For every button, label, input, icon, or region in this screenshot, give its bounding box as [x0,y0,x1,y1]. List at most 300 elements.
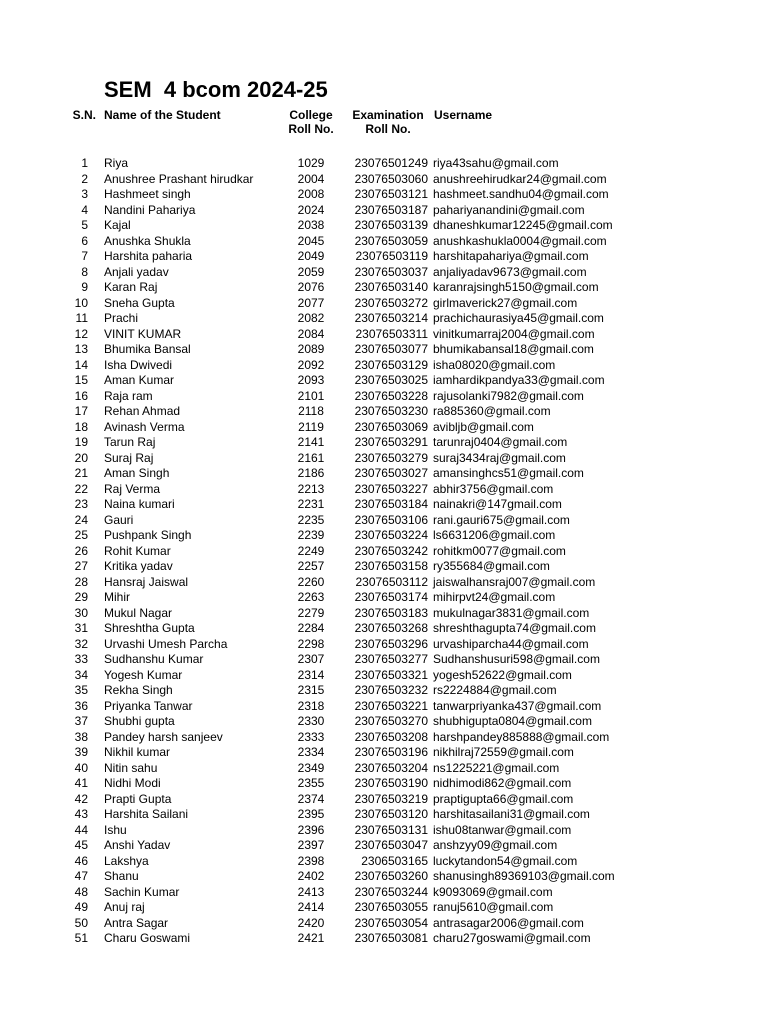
student-name-cell: Riya [104,156,129,170]
header-sn: S.N. [72,108,96,122]
username-cell: ls6631206@gmail.com [433,528,556,542]
college-roll-cell: 2314 [297,667,325,682]
college-roll-cell: 2374 [297,791,325,806]
exam-roll-cell: 23076503242 [354,543,428,558]
student-name-cell: Raj Verma [104,481,161,496]
username-cell: harshitasailani31@gmail.com [433,807,590,821]
username-cell: girlmaverick27@gmail.com [433,295,578,310]
username-cell: shubhigupta0804@gmail.com [433,714,592,728]
exam-roll-cell: 23076503219 [354,791,428,806]
student-name-cell: Yogesh Kumar [104,667,183,682]
student-name-cell: Avinash Verma [104,419,185,434]
username-cell: anushkashukla0004@gmail.com [433,233,607,248]
username-cell: pahariyanandini@gmail.com [433,202,585,217]
exam-roll-cell: 23076503131 [354,822,428,837]
table-row [0,544,768,560]
exam-roll-cell: 23076503228 [354,388,428,403]
username-cell: luckytandon54@gmail.com [433,853,578,868]
username-cell: praptigupta66@gmail.com [433,791,574,806]
exam-roll-cell: 23076503224 [354,528,428,542]
table-row [0,234,768,250]
serial-number-cell: 47 [74,869,88,883]
student-name-cell: Antra Sagar [104,915,169,930]
serial-number-cell: 16 [74,388,88,403]
student-name-cell: Kritika yadav [104,559,173,573]
student-name-cell: Anushka Shukla [104,233,191,248]
table-row [0,156,768,172]
exam-roll-cell: 23076503204 [354,760,428,775]
serial-number-cell: 9 [81,280,88,294]
college-roll-cell: 2235 [297,512,325,527]
table-row [0,792,768,808]
exam-roll-cell: 23076503174 [354,590,428,604]
serial-number-cell: 34 [74,667,88,682]
table-row [0,869,768,885]
table-row [0,916,768,932]
username-cell: nainakri@147gmail.com [433,497,562,511]
username-cell: urvashiparcha44@gmail.com [433,636,589,651]
serial-number-cell: 40 [74,760,88,775]
student-name-cell: Anshi Yadav [104,838,171,852]
serial-number-cell: 10 [74,295,88,310]
exam-roll-cell: 23076503060 [354,171,428,186]
student-name-cell: Isha Dwivedi [104,357,173,372]
college-roll-cell: 2402 [297,869,325,883]
serial-number-cell: 30 [74,605,88,620]
college-roll-cell: 2413 [297,884,325,899]
username-cell: nikhilraj72559@gmail.com [433,745,574,759]
serial-number-cell: 46 [74,853,88,868]
serial-number-cell: 5 [81,218,88,232]
table-row [0,652,768,668]
serial-number-cell: 44 [74,822,88,837]
exam-roll-cell: 2306503165 [361,853,428,868]
table-row [0,699,768,715]
college-roll-cell: 2076 [297,280,325,294]
student-name-cell: Priyanka Tanwar [104,698,193,713]
student-name-cell: Hashmeet singh [104,187,191,201]
serial-number-cell: 36 [74,698,88,713]
table-row [0,885,768,901]
table-row [0,854,768,870]
table-row [0,559,768,575]
student-name-cell: Tarun Raj [104,435,156,449]
header-exam-roll: Examination Roll No. [352,108,424,136]
student-name-cell: Shubhi gupta [104,714,175,728]
student-name-cell: Nitin sahu [104,760,158,775]
username-cell: ra885360@gmail.com [433,404,551,418]
serial-number-cell: 33 [74,652,88,666]
college-roll-cell: 2141 [297,435,325,449]
exam-roll-cell: 23076503268 [354,621,428,635]
serial-number-cell: 45 [74,838,88,852]
exam-roll-cell: 23076503077 [354,342,428,356]
table-row [0,265,768,281]
college-roll-cell: 2298 [297,636,325,651]
table-row [0,683,768,699]
username-cell: nidhimodi862@gmail.com [433,776,572,790]
serial-number-cell: 39 [74,745,88,759]
serial-number-cell: 22 [74,481,88,496]
college-roll-cell: 2395 [297,807,325,821]
serial-number-cell: 48 [74,884,88,899]
student-name-cell: Anushree Prashant hirudkar [104,171,254,186]
serial-number-cell: 50 [74,915,88,930]
college-roll-cell: 2318 [297,698,325,713]
exam-roll-cell: 23076501249 [354,156,428,170]
table-row [0,730,768,746]
exam-roll-cell: 23076503221 [354,698,428,713]
college-roll-cell: 2089 [297,342,325,356]
college-roll-cell: 2084 [297,326,325,341]
table-row [0,621,768,637]
table-row [0,900,768,916]
exam-roll-cell: 23076503047 [354,838,428,852]
table-row [0,714,768,730]
serial-number-cell: 18 [74,419,88,434]
college-roll-cell: 2333 [297,729,325,744]
exam-roll-cell: 23076503184 [354,497,428,511]
table-row [0,513,768,529]
table-row [0,342,768,358]
student-name-cell: Naina kumari [104,497,175,511]
serial-number-cell: 29 [74,590,88,604]
username-cell: prachichaurasiya45@gmail.com [433,311,604,325]
college-roll-cell: 2045 [297,233,325,248]
college-roll-cell: 2420 [297,915,325,930]
exam-roll-cell: 23076503112 [355,574,428,589]
serial-number-cell: 49 [74,900,88,914]
college-roll-cell: 2330 [297,714,325,728]
username-cell: karanrajsingh5150@gmail.com [433,280,599,294]
student-name-cell: Pushpank Singh [104,528,192,542]
student-name-cell: Shanu [104,869,139,883]
student-name-cell: Lakshya [104,853,149,868]
serial-number-cell: 2 [81,171,88,186]
header-username: Username [434,108,493,122]
username-cell: abhir3756@gmail.com [433,481,554,496]
table-row [0,823,768,839]
college-roll-cell: 2186 [297,466,325,480]
college-roll-cell: 2059 [297,264,325,279]
serial-number-cell: 32 [74,636,88,651]
student-name-cell: Sudhanshu Kumar [104,652,204,666]
student-name-cell: Harshita paharia [104,249,193,263]
college-roll-cell: 2398 [297,853,325,868]
student-name-cell: Anjali yadav [104,264,169,279]
exam-roll-cell: 23076503120 [354,807,428,821]
student-name-cell: Rehan Ahmad [104,404,181,418]
college-roll-cell: 2077 [297,295,325,310]
page-title: SEM 4 bcom 2024-25 [104,77,328,102]
college-roll-cell: 2355 [297,776,325,790]
exam-roll-cell: 23076503037 [354,264,428,279]
username-cell: rohitkm0077@gmail.com [433,543,566,558]
table-row [0,482,768,498]
exam-roll-cell: 23076503139 [354,218,428,232]
username-cell: tarunraj0404@gmail.com [433,435,568,449]
exam-roll-cell: 23076503208 [354,729,428,744]
serial-number-cell: 15 [74,373,88,387]
college-roll-cell: 2349 [297,760,325,775]
exam-roll-cell: 23076503140 [354,280,428,294]
table-row [0,575,768,591]
exam-roll-cell: 23076503027 [354,466,428,480]
college-roll-cell: 2101 [297,388,325,403]
student-name-cell: Mukul Nagar [104,605,173,620]
college-roll-cell: 2396 [297,822,325,837]
username-cell: shreshthagupta74@gmail.com [433,621,596,635]
exam-roll-cell: 23076503260 [354,869,428,883]
table-row [0,389,768,405]
student-name-cell: Rekha Singh [104,683,173,697]
college-roll-cell: 2008 [297,187,325,201]
student-name-cell: Aman Kumar [104,373,175,387]
student-name-cell: Urvashi Umesh Parcha [104,636,228,651]
exam-roll-cell: 23076503230 [354,404,428,418]
college-roll-cell: 2257 [297,559,325,573]
student-name-cell: Anuj raj [104,900,145,914]
exam-roll-cell: 23076503296 [354,636,428,651]
exam-roll-cell: 23076503025 [354,373,428,387]
serial-number-cell: 27 [74,559,88,573]
college-roll-cell: 2315 [297,683,325,697]
student-name-cell: Bhumika Bansal [104,342,191,356]
table-row [0,327,768,343]
header-college-roll: College Roll No. [288,108,334,136]
college-roll-cell: 2231 [297,497,325,511]
table-row [0,497,768,513]
college-roll-cell: 2279 [297,605,325,620]
username-cell: tanwarpriyanka437@gmail.com [433,698,602,713]
college-roll-cell: 2249 [297,543,325,558]
table-row [0,404,768,420]
username-cell: bhumikabansal18@gmail.com [433,342,594,356]
exam-roll-cell: 23076503232 [354,683,428,697]
table-row [0,637,768,653]
username-cell: ns1225221@gmail.com [433,760,560,775]
exam-roll-cell: 23076503277 [354,652,428,666]
serial-number-cell: 24 [74,512,88,527]
college-roll-cell: 2093 [297,373,325,387]
college-roll-cell: 2004 [297,171,325,186]
serial-number-cell: 43 [74,807,88,821]
serial-number-cell: 19 [74,435,88,449]
username-cell: anjaliyadav9673@gmail.com [433,264,587,279]
exam-roll-cell: 23076503158 [354,559,428,573]
exam-roll-cell: 23076503059 [354,233,428,248]
exam-roll-cell: 23076503106 [354,512,428,527]
table-row [0,590,768,606]
college-roll-cell: 2284 [297,621,325,635]
username-cell: yogesh52622@gmail.com [433,667,572,682]
exam-roll-cell: 23076503214 [354,311,428,325]
exam-roll-cell: 23076503119 [355,249,428,263]
username-cell: suraj3434raj@gmail.com [433,450,566,465]
college-roll-cell: 2414 [297,900,325,914]
student-name-cell: Ishu [104,822,127,837]
exam-roll-cell: 23076503270 [354,714,428,728]
college-roll-cell: 2260 [297,574,325,589]
student-name-cell: Pandey harsh sanjeev [104,729,223,744]
college-roll-cell: 2421 [297,931,325,945]
college-roll-cell: 2024 [297,202,325,217]
student-name-cell: Karan Raj [104,280,158,294]
username-cell: iamhardikpandya33@gmail.com [433,373,605,387]
username-cell: rani.gauri675@gmail.com [433,512,570,527]
table-row [0,280,768,296]
table-row [0,838,768,854]
college-roll-cell: 2049 [297,249,325,263]
username-cell: shanusingh89369103@gmail.com [433,869,615,883]
college-roll-cell: 1029 [297,156,325,170]
serial-number-cell: 4 [81,202,88,217]
table-row [0,807,768,823]
student-name-cell: Raja ram [104,388,153,403]
exam-roll-cell: 23076503081 [354,931,428,945]
username-cell: dhaneshkumar12245@gmail.com [433,218,613,232]
college-roll-cell: 2118 [298,404,324,418]
table-row [0,606,768,622]
table-row [0,528,768,544]
username-cell: mukulnagar3831@gmail.com [433,605,590,620]
serial-number-cell: 12 [74,326,88,341]
serial-number-cell: 7 [81,249,88,263]
table-row [0,931,768,947]
username-cell: rajusolanki7982@gmail.com [433,388,584,403]
table-row [0,311,768,327]
username-cell: jaiswalhansraj007@gmail.com [433,574,596,589]
serial-number-cell: 42 [74,791,88,806]
table-row [0,172,768,188]
serial-number-cell: 25 [74,528,88,542]
student-name-cell: Aman Singh [104,466,170,480]
username-cell: anushreehirudkar24@gmail.com [433,171,607,186]
student-name-cell: Prachi [104,311,139,325]
table-row [0,218,768,234]
student-name-cell: Charu Goswami [104,931,191,945]
college-roll-cell: 2119 [298,419,324,434]
username-cell: rs2224884@gmail.com [433,683,557,697]
student-name-cell: Suraj Raj [104,450,154,465]
username-cell: amansinghcs51@gmail.com [433,466,584,480]
student-name-cell: Prapti Gupta [104,791,172,806]
username-cell: anshzyy09@gmail.com [433,838,558,852]
serial-number-cell: 35 [74,683,88,697]
exam-roll-cell: 23076503190 [354,776,428,790]
table-row [0,745,768,761]
serial-number-cell: 38 [74,729,88,744]
serial-number-cell: 1 [81,156,88,170]
student-name-cell: Kajal [104,218,131,232]
serial-number-cell: 31 [74,621,88,635]
college-roll-cell: 2038 [297,218,325,232]
exam-roll-cell: 23076503196 [354,745,428,759]
exam-roll-cell: 23076503129 [354,357,428,372]
college-roll-cell: 2263 [297,590,325,604]
serial-number-cell: 20 [74,450,88,465]
exam-roll-cell: 23076503311 [355,326,428,341]
username-cell: charu27goswami@gmail.com [433,931,591,945]
exam-roll-cell: 23076503227 [354,481,428,496]
exam-roll-cell: 23076503069 [354,419,428,434]
serial-number-cell: 6 [81,233,88,248]
exam-roll-cell: 23076503321 [354,667,428,682]
serial-number-cell: 8 [81,264,88,279]
header-name: Name of the Student [104,108,221,122]
student-name-cell: Harshita Sailani [104,807,189,821]
college-roll-cell: 2239 [297,528,325,542]
table-row [0,358,768,374]
serial-number-cell: 37 [74,714,88,728]
username-cell: vinitkumarraj2004@gmail.com [433,326,595,341]
serial-number-cell: 26 [74,543,88,558]
college-roll-cell: 2092 [297,357,325,372]
college-roll-cell: 2161 [297,450,325,465]
serial-number-cell: 11 [75,311,88,325]
college-roll-cell: 2307 [297,652,325,666]
table-row [0,296,768,312]
exam-roll-cell: 23076503055 [354,900,428,914]
student-name-cell: Nidhi Modi [104,776,161,790]
student-name-cell: Sachin Kumar [104,884,180,899]
serial-number-cell: 28 [74,574,88,589]
username-cell: mihirpvt24@gmail.com [433,590,556,604]
serial-number-cell: 17 [74,404,88,418]
serial-number-cell: 3 [81,187,88,201]
table-row [0,249,768,265]
username-cell: avibljb@gmail.com [433,419,534,434]
student-name-cell: Mihir [104,590,130,604]
student-name-cell: Hansraj Jaiswal [104,574,189,589]
exam-roll-cell: 23076503272 [354,295,428,310]
table-row [0,776,768,792]
serial-number-cell: 14 [74,357,88,372]
username-cell: ranuj5610@gmail.com [433,900,554,914]
exam-roll-cell: 23076503291 [354,435,428,449]
table-row [0,187,768,203]
student-name-cell: Sneha Gupta [104,295,175,310]
username-cell: k9093069@gmail.com [433,884,553,899]
serial-number-cell: 23 [74,497,88,511]
college-roll-cell: 2082 [297,311,325,325]
college-roll-cell: 2213 [297,481,325,496]
table-row [0,451,768,467]
username-cell: harshpandey885888@gmail.com [433,729,610,744]
student-table [0,156,768,947]
college-roll-cell: 2334 [297,745,325,759]
username-cell: isha08020@gmail.com [433,357,556,372]
username-cell: harshitapahariya@gmail.com [433,249,589,263]
table-row [0,203,768,219]
student-name-cell: Nikhil kumar [104,745,171,759]
student-name-cell: VINIT KUMAR [104,326,182,341]
exam-roll-cell: 23076503054 [354,915,428,930]
exam-roll-cell: 23076503187 [354,202,428,217]
student-name-cell: Rohit Kumar [104,543,171,558]
exam-roll-cell: 23076503183 [354,605,428,620]
username-cell: antrasagar2006@gmail.com [433,915,584,930]
student-name-cell: Shreshtha Gupta [104,621,195,635]
serial-number-cell: 51 [74,931,88,945]
username-cell: hashmeet.sandhu04@gmail.com [433,187,609,201]
student-name-cell: Nandini Pahariya [104,202,196,217]
table-row [0,373,768,389]
username-cell: Sudhanshusuri598@gmail.com [433,652,600,666]
username-cell: ishu08tanwar@gmail.com [433,822,572,837]
exam-roll-cell: 23076503121 [354,187,428,201]
table-row [0,420,768,436]
